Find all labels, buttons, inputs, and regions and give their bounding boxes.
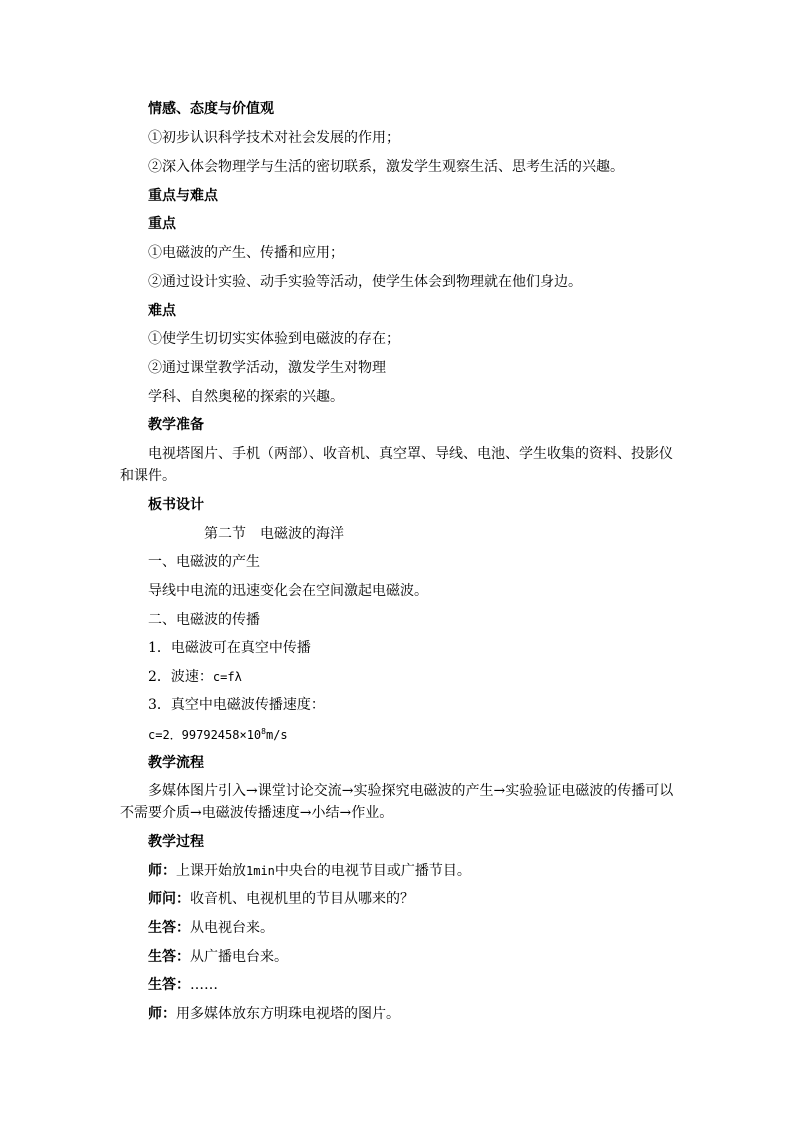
wave-speed-formula: c=fλ: [212, 670, 242, 684]
dialogue-line-3: [148, 919, 274, 937]
subheading-difficult: 难点: [148, 303, 176, 319]
board-item-2: [148, 668, 242, 686]
dialogue-text: 收音机、电视机里的节目从哪来的？: [190, 891, 414, 907]
flow-text-line-2: 不需要介质→电磁波传播速度→小结→作业。: [120, 805, 394, 821]
affect-item-1: ①初步认识科学技术对社会发展的作用；: [148, 130, 400, 146]
prep-text-line-2: 和课件。: [120, 468, 176, 484]
dialogue-text: ……: [190, 977, 218, 993]
dialogue-line-1: [148, 862, 471, 880]
affect-item-2: ②深入体会物理学与生活的密切联系，激发学生观察生活、思考生活的兴趣。: [148, 159, 624, 175]
key-item-1: ①电磁波的产生、传播和应用；: [148, 245, 344, 261]
board-section-1-text: 导线中电流的迅速变化会在空间激起电磁波。: [148, 583, 428, 599]
difficult-item-1: ①使学生切切实实体验到电磁波的存在；: [148, 331, 400, 347]
speed-prefix: c=2．99792458×10: [148, 728, 262, 742]
prep-text-line-1: 电视塔图片、手机（两部）、收音机、真空罩、导线、电池、学生收集的资料、投影仪: [148, 446, 673, 462]
flow-text-line-1: 多媒体图片引入→课堂讨论交流→实验探究电磁波的产生→实验验证电磁波的传播可以: [148, 783, 674, 799]
dialogue-duration: 1min: [246, 864, 275, 878]
dialogue-text: 上课开始放: [176, 863, 246, 879]
key-item-2: ②通过设计实验、动手实验等活动，使学生体会到物理就在他们身边。: [148, 274, 582, 290]
dialogue-line-5: [148, 976, 218, 994]
board-title: 第二节 电磁波的海洋: [204, 526, 344, 542]
speed-unit: m/s: [265, 728, 288, 742]
section-heading-affect: 情感、态度与价值观: [148, 101, 274, 117]
section-heading-prep: 教学准备: [148, 417, 204, 433]
speaker-student-answer: 生答：: [148, 977, 190, 993]
section-heading-board: 板书设计: [148, 497, 204, 513]
difficult-item-2: ②通过课堂教学活动，激发学生对物理: [148, 360, 386, 376]
board-section-1: 一、电磁波的产生: [148, 554, 260, 570]
dialogue-text: 用多媒体放东方明珠电视塔的图片。: [176, 1006, 400, 1022]
dialogue-text: 从电视台来。: [190, 920, 274, 936]
board-section-2: 二、电磁波的传播: [148, 612, 260, 628]
speaker-student-answer: 生答：: [148, 920, 190, 936]
section-heading-process: 教学过程: [148, 834, 204, 850]
section-heading-flow: 教学流程: [148, 755, 204, 771]
speaker-teacher-question: 师问：: [148, 891, 190, 907]
speaker-teacher: 师：: [148, 863, 176, 879]
board-item-3: 3．真空中电磁波传播速度：: [148, 697, 325, 713]
board-item-2-label: 2．波速：: [148, 669, 213, 685]
dialogue-line-6: [148, 1005, 400, 1023]
dialogue-text: 从广播电台来。: [190, 949, 288, 965]
subheading-key: 重点: [148, 216, 176, 232]
dialogue-line-4: [148, 948, 288, 966]
speed-of-light-value: [148, 726, 288, 744]
difficult-item-3: 学科、自然奥秘的探索的兴趣。: [148, 389, 344, 405]
dialogue-line-2: [148, 890, 414, 908]
speed-exponent: 8: [261, 727, 266, 736]
dialogue-text: 中央台的电视节目或广播节目。: [274, 863, 471, 879]
speaker-student-answer: 生答：: [148, 949, 190, 965]
section-heading-key-difficult: 重点与难点: [148, 188, 218, 204]
speaker-teacher: 师：: [148, 1006, 176, 1022]
board-item-1: 1．电磁波可在真空中传播: [148, 640, 311, 656]
